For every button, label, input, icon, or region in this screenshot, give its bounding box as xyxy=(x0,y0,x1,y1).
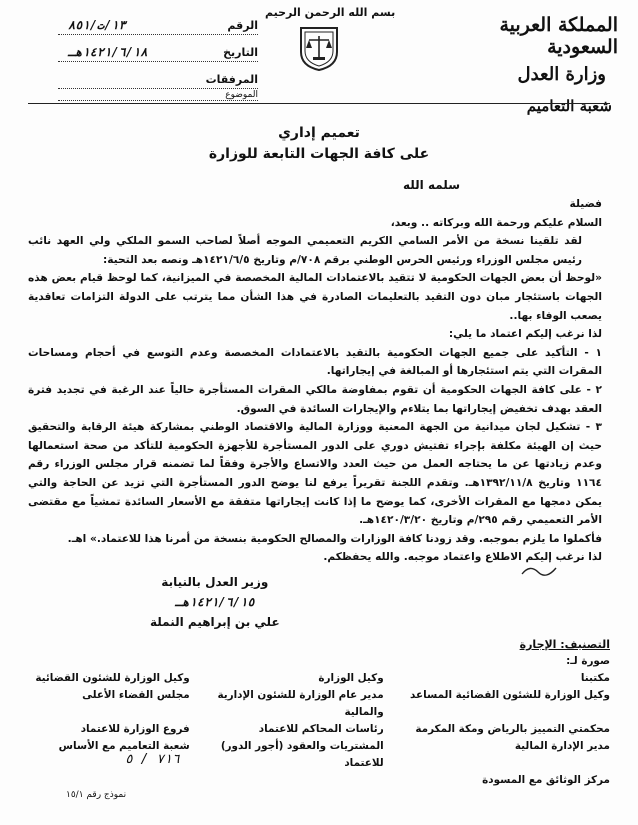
document-title: تعميم إداري xyxy=(278,125,360,141)
number-row xyxy=(58,12,258,35)
attachments-label: المرفقات xyxy=(205,73,258,86)
handwritten-number: ٧١٦ / ٥ xyxy=(125,752,180,767)
document-subtitle: على كافة الجهات التابعة للوزارة xyxy=(208,146,430,162)
list-item: وكيل الوزارة للشئون القضائية المساعد xyxy=(410,689,610,701)
paragraph-3: لذا نرغب إليكم اعتماد ما يلي: xyxy=(448,328,602,341)
addressee: فضيلة xyxy=(569,198,602,210)
ministry-emblem-icon xyxy=(295,24,343,72)
signatory-role: وزير العدل بالنيابة xyxy=(161,575,269,589)
department-name: شعبة التعاميم xyxy=(526,97,612,115)
form-number: نموذج رقم ١٥/١ xyxy=(66,790,127,800)
ministry-name: وزارة العدل xyxy=(517,64,606,85)
list-item-1: ١ - التأكيد على جميع الجهات الحكومية بالتقيد بالاعتمادات المخصصة وعدم التوسع في أحجام ومساحات المقرات التي يتم استئجارها أو المبالغة في إيجاراتها. xyxy=(28,346,602,378)
list-item: مجلس القضاء الأعلى xyxy=(82,689,190,701)
list-item: المشتريات والعقود (أجور الدور) للاعتماد xyxy=(220,740,384,769)
list-item: وكيل الوزارة للشئون القضائية xyxy=(35,672,190,684)
subject-label: الموضوع xyxy=(225,90,258,100)
copy-to-label: صورة لـ: xyxy=(566,655,610,667)
handwritten-mark-icon xyxy=(520,562,560,580)
attachments-row xyxy=(58,66,258,89)
paragraph-1: لقد تلقينا نسخة من الأمر السامي الكريم التعميمي الموجه أصلاً لصاحب السمو الملكي ولي العهد نائب رئيس مجلس الوزراء ورئيس الحرس الوطني برقم ٧٠٨/م وتاريخ ١٤٢١/٦/٥هـ ونصه بعد التحية: xyxy=(28,235,582,266)
subject-line xyxy=(58,90,258,101)
list-item: مركز الوثائق مع المسودة xyxy=(482,774,610,786)
list-item: وكيل الوزارة xyxy=(318,672,384,684)
letter-body xyxy=(28,195,602,567)
list-item: مكتبنا xyxy=(580,672,610,684)
greeting: سلمه الله xyxy=(403,178,460,192)
number-value: ١٣/ت/٨٥١ xyxy=(68,18,126,32)
letterhead-right xyxy=(428,14,618,115)
paragraph-5: لذا نرغب إليكم الاطلاع واعتماد موجبه. والله يحفظكم. xyxy=(323,551,602,564)
kingdom-name: المملكة العربية السعودية xyxy=(499,14,618,58)
signature-date: ١٤٢١/٦/١٥هـ xyxy=(175,595,255,609)
copies-list xyxy=(28,670,610,789)
header-divider xyxy=(28,103,610,104)
classification-label: التصنيف: الإجارة xyxy=(519,638,610,651)
paragraph-2: «لوحظ أن بعض الجهات الحكومية لا تتقيد بالاعتمادات المالية المخصصة في الميزانية، كما لوحظ قيام بعض هذه الجهات باستئجار مبان دون التقيد بالتعليمات الصادرة في هذا الشأن مما يترتب على الدولة التزامات تعاقدية يصعب الوفاء بها.. xyxy=(28,272,602,322)
list-item-3: ٣ - تشكيل لجان ميدانية من الجهة المعنية ووزارة المالية والاقتصاد الوطني بمشاركة هيئة الرقابة والتحقيق حيث إن الهيئة مكلفة بإجراء تفتيش دوري على الدور المستأجرة للأجهزة الحكومية للتأكد من صحة استعمالها وعدم زيادتها عن ما يحتاجه العمل من حيث العدد والاتساع والأجرة وفقاً لما تضمنه قرار مجلس الوزراء رقم ١١٦٤ وتاريخ ١٣٩٢/١١/٨هـ. وتقدم اللجنة تقريراً يرفع لنا يوضح الدور المستأجرة التي تزيد عن الحاجة والتي يمكن دمجها مع المقرات الأخرى، كما يوضح ما إذا كانت إيجاراتها متفقة مع الأسعار السائدة تمشياً مع مقتضى الأمر التعميمي رقم ٢٩٥/م وتاريخ ١٤٢٠/٣/٢٠هـ. xyxy=(28,421,602,527)
classification-block xyxy=(28,636,610,789)
date-value: ١٤٢١/٦/١٨هـ xyxy=(68,45,148,59)
list-item: شعبة التعاميم مع الأساس xyxy=(58,740,190,752)
signature-block xyxy=(150,575,280,629)
date-label: التاريخ xyxy=(223,46,258,59)
list-item-2: ٢ - على كافة الجهات الحكومية أن تقوم بمفاوضة مالكي المقرات المستأجرة حالياً عند الرغبة في تجديد فترة العقد بهدف تخفيض إيجاراتها بما يتلاءم والإيجارات السائدة في السوق. xyxy=(28,383,602,415)
list-item: رئاسات المحاكم للاعتماد xyxy=(258,723,384,735)
list-item: مدير عام الوزارة للشئون الإدارية والمالية xyxy=(217,689,384,718)
date-row xyxy=(58,39,258,62)
paragraph-4: فأكملوا ما يلزم بموجبه. وقد زودنا كافة الوزارات والمصالح الحكومية بنسخة من أمرنا هذا للاعتماد.» اهـ. xyxy=(67,532,602,545)
list-item: فروع الوزارة للاعتماد xyxy=(80,723,190,735)
list-item: محكمتي التمييز بالرياض ومكة المكرمة xyxy=(415,723,610,735)
list-item: مدير الإدارة المالية xyxy=(514,740,610,752)
number-label: الرقم xyxy=(227,19,258,32)
basmala: بسم الله الرحمن الرحيم xyxy=(265,6,396,19)
signatory-name: علي بن إبراهيم النملة xyxy=(150,615,280,629)
reference-box xyxy=(58,12,258,93)
salutation: السلام عليكم ورحمة الله وبركاته .. وبعد، xyxy=(390,216,602,229)
